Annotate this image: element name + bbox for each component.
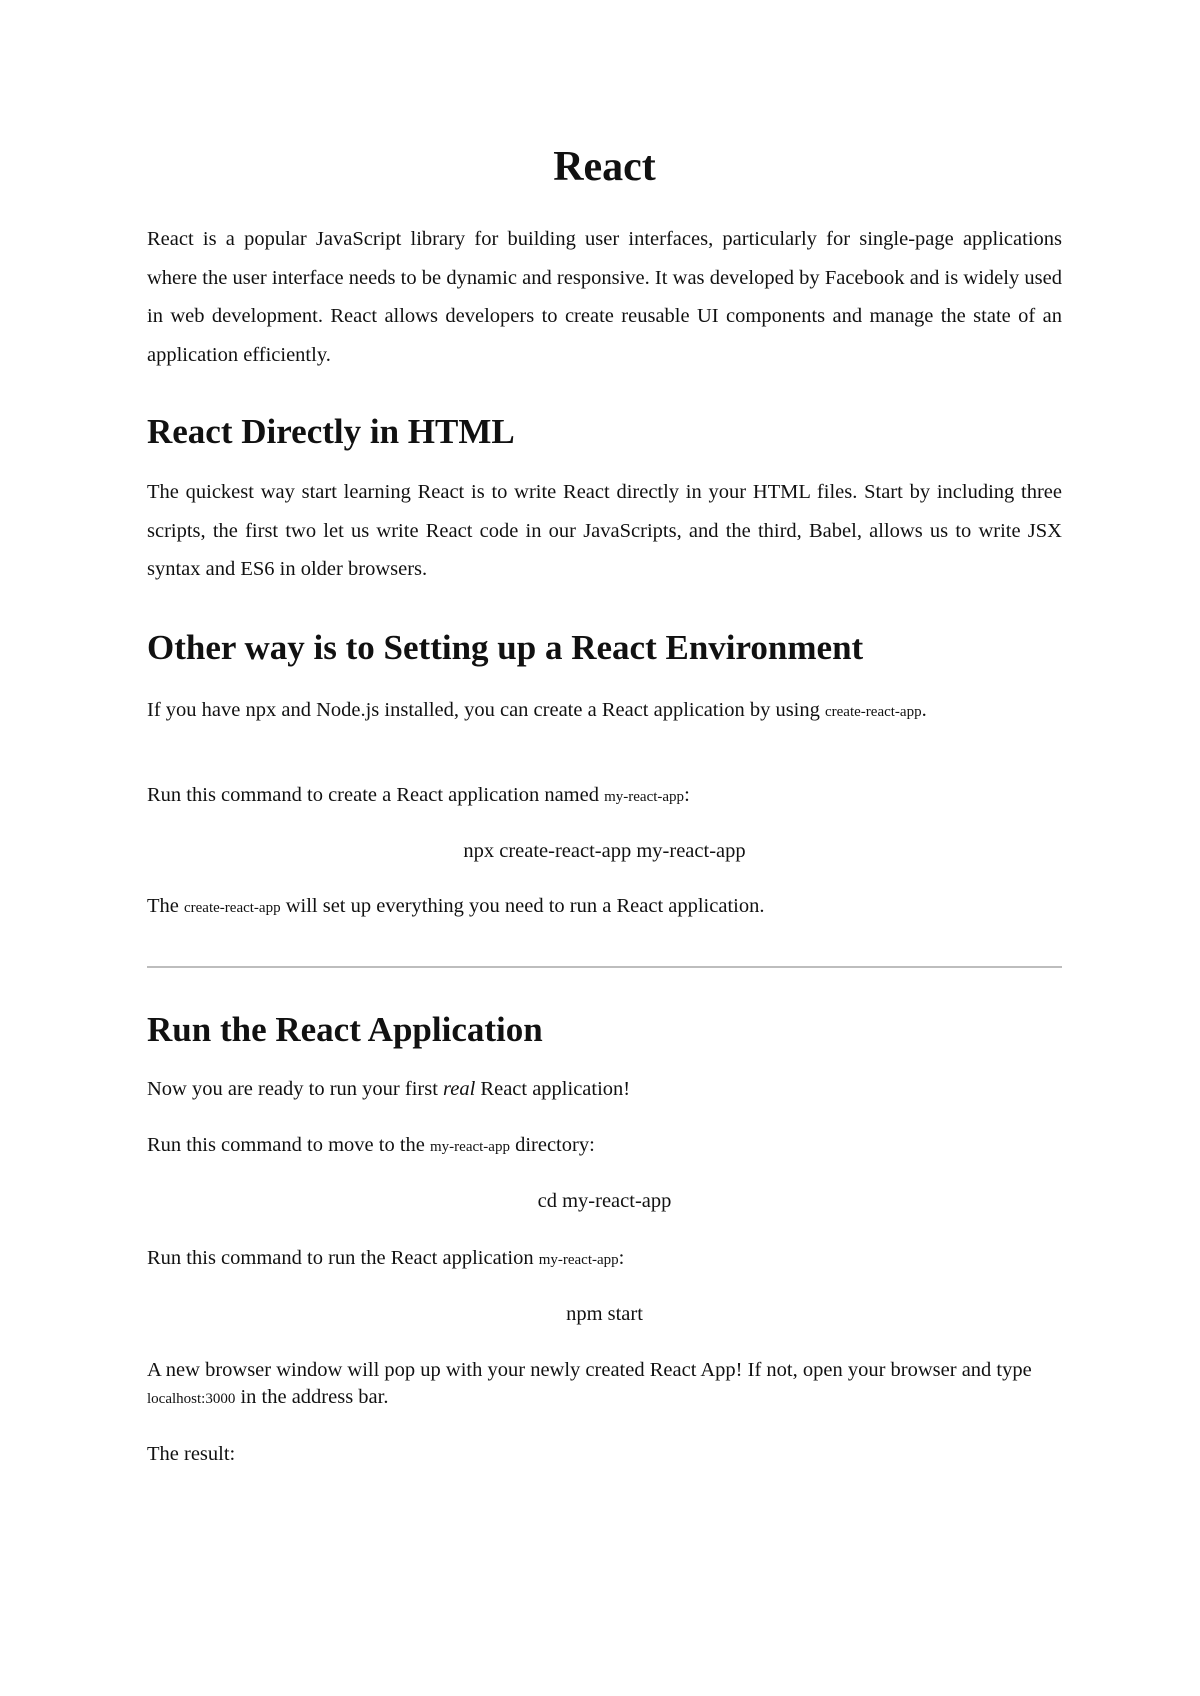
environment-paragraph-npx: [147, 697, 1062, 726]
run-paragraph-move: [147, 1132, 1062, 1161]
text-segment: If you have npx and Node.js installed, you can create a React application by using: [147, 699, 825, 721]
text-segment: Run this command to run the React application: [147, 1247, 539, 1269]
run-paragraph-browser: [147, 1357, 1062, 1413]
text-segment: .: [921, 699, 927, 721]
inline-code: my-react-app: [430, 1139, 510, 1155]
text-segment: :: [684, 784, 690, 806]
text-segment: :: [618, 1247, 625, 1269]
text-segment: will set up everything you need to run a React application.: [280, 895, 765, 917]
emphasis-text: real: [443, 1078, 476, 1100]
text-segment: directory:: [509, 1134, 595, 1156]
run-paragraph-result: The result:: [147, 1443, 236, 1465]
text-segment: in the address bar.: [235, 1386, 389, 1408]
text-segment: React application!: [475, 1078, 631, 1100]
environment-paragraph-run: [147, 782, 1062, 811]
section-heading-environment: Other way is to Setting up a React Environment: [147, 628, 864, 667]
section-heading-run-app: Run the React Application: [147, 1010, 543, 1049]
section-heading-react-in-html: React Directly in HTML: [147, 412, 515, 451]
run-paragraph-ready: [147, 1076, 1062, 1103]
inline-code: create-react-app: [184, 900, 281, 916]
inline-code: create-react-app: [825, 704, 922, 720]
page-title: React: [553, 144, 656, 190]
inline-code: my-react-app: [538, 1252, 619, 1268]
command-cd: cd my-react-app: [537, 1190, 672, 1212]
react-in-html-paragraph: The quickest way start learning React is to write React directly in your HTML files. Start by including three scripts, the first two let us write React code in our JavaScripts, and the third, Babel, allows us to write JSX syntax and ES6 in older browsers.: [147, 481, 1062, 580]
environment-paragraph-setup: [147, 893, 1062, 922]
text-segment: Run this command to create a React application named: [147, 784, 605, 806]
inline-code: my-react-app: [604, 789, 685, 805]
intro-paragraph: React is a popular JavaScript library for building user interfaces, particularly for single-page applications where the user interface needs to be dynamic and responsive. It was developed by Facebook and is widely used in web development. React allows developers to create reusable UI components and manage the state of an application efficiently.: [147, 228, 1062, 366]
inline-code: localhost:3000: [147, 1391, 236, 1407]
command-create-app: npx create-react-app my-react-app: [463, 840, 746, 862]
text-segment: A new browser window will pop up with your newly created React App! If not, open your browser and type: [147, 1359, 1032, 1381]
text-segment: Now you are ready to run your first: [147, 1078, 444, 1100]
command-npm-start: npm start: [566, 1303, 643, 1325]
text-segment: The: [147, 895, 184, 917]
horizontal-divider: [147, 966, 1062, 968]
run-paragraph-start: [147, 1245, 1062, 1274]
text-segment: Run this command to move to the: [147, 1134, 430, 1156]
